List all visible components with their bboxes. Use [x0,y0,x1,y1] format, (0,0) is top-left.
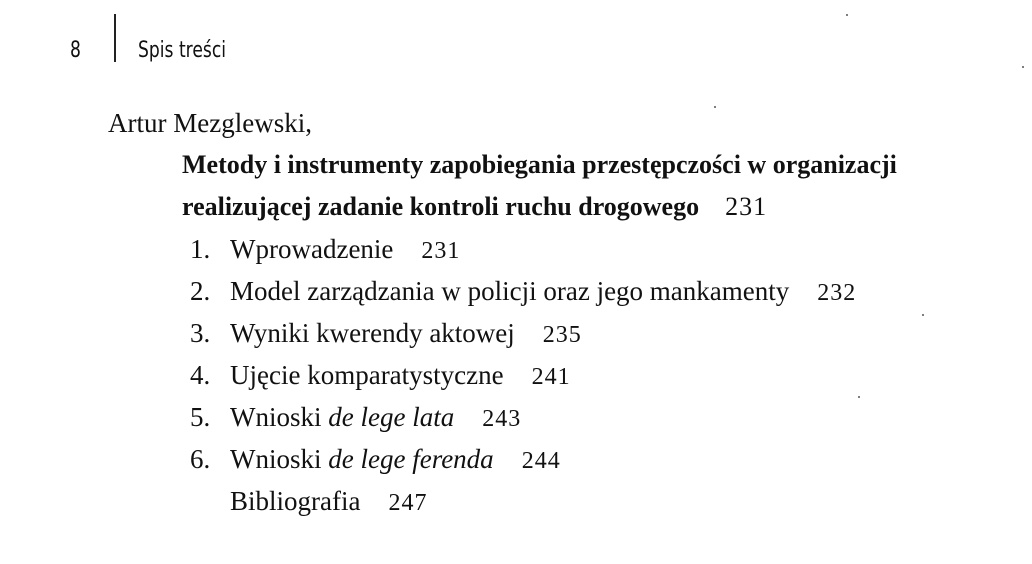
chapter-title-text: realizującej zadanie kontroli ruchu drogowego [182,192,700,221]
toc-entry-page: 231 [421,238,461,264]
toc-entry [190,402,521,433]
toc-entry-page: 232 [817,280,857,306]
toc-entry-title-italic: de lege lata [328,402,455,432]
toc-entry-title: Wyniki kwerendy aktowej [230,318,515,348]
toc-entry-title: Wprowadzenie [230,234,394,264]
toc-entry-number: 6. [190,444,211,474]
toc-entry-page: 241 [531,364,571,390]
scan-speck [1022,66,1024,68]
toc-entry [190,486,427,517]
toc-entry [190,276,856,307]
toc-entry-page: 247 [388,490,428,516]
toc-entry-number: 1. [190,234,211,264]
toc-entry-title [230,402,454,433]
toc-entry [190,444,561,475]
toc-entry [190,318,582,349]
scan-speck [922,314,924,316]
running-header-title: Spis treści [138,38,227,63]
toc-entry-title: Bibliografia [230,486,361,516]
toc-entry-page: 244 [521,448,561,474]
scan-speck [714,106,716,108]
scan-speck [858,396,860,398]
toc-entry-number: 3. [190,318,211,348]
toc-entry-page: 235 [542,322,582,348]
toc-entry-title: Ujęcie komparatystyczne [230,360,504,390]
toc-entry [190,234,460,265]
toc-entry-title-prefix: Wnioski [230,444,329,474]
toc-entry-title-prefix: Wnioski [230,402,329,432]
toc-entry-title: Model zarządzania w policji oraz jego mankamenty [230,276,790,306]
chapter-author: Artur Mezglewski, [108,108,312,138]
chapter-title-line-2 [182,192,767,222]
page-number: 8 [70,38,81,63]
toc-entry-page: 243 [482,406,522,432]
toc-entry-number: 4. [190,360,211,390]
toc-entry [190,360,571,391]
scan-speck [846,14,848,16]
header-divider [114,14,116,62]
toc-entry-number: 5. [190,402,211,432]
chapter-page-number: 231 [725,192,768,221]
toc-entry-number: 2. [190,276,211,306]
toc-entry-title-italic: de lege ferenda [328,444,494,474]
toc-entry-title [230,444,494,475]
chapter-title-line-1: Metody i instrumenty zapobiegania przestępczości w organizacji [182,150,897,179]
